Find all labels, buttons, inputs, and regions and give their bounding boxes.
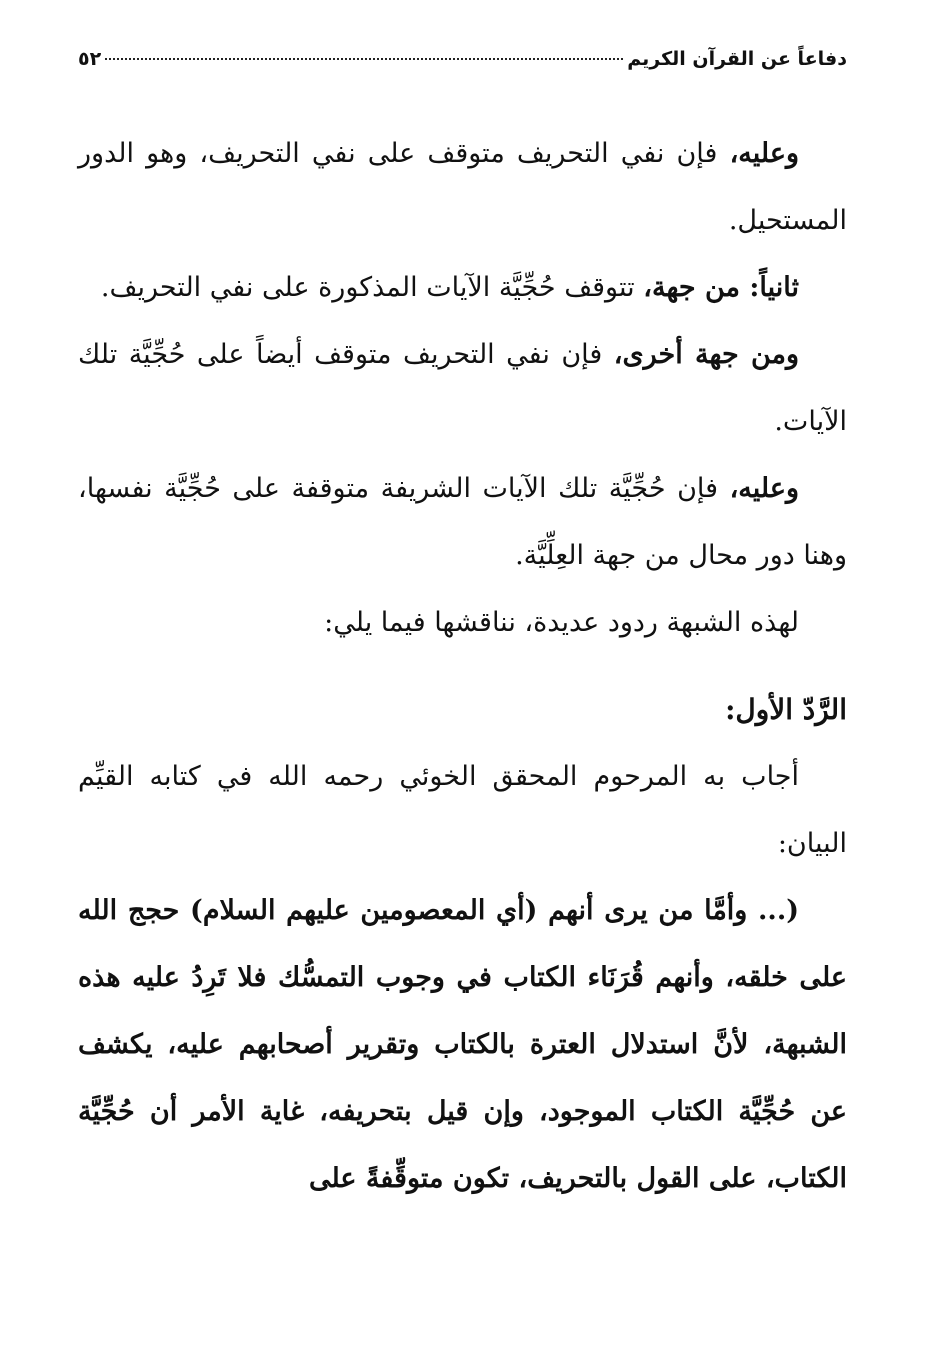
paragraph-3-lead: ومن جهة أخرى، (613, 339, 799, 370)
intro-paragraph: أجاب به المرحوم المحقق الخوئي رحمه الله في كتابه القيِّم البيان: (78, 761, 847, 859)
header-leader-dots (105, 58, 623, 60)
paragraph-2 (78, 254, 847, 321)
paragraph-1-lead: وعليه، (729, 138, 799, 169)
paragraph-5: لهذه الشبهة ردود عديدة، نناقشها فيما يلي: (324, 607, 799, 638)
paragraph-4-lead: وعليه، (729, 473, 799, 504)
quoted-passage: (... وأمَّا من يرى أنهم (أي المعصومين عليهم السلام) حجج الله على خلقه، وأنهم قُرَنَاء الكتاب في وجوب التمسُّك فلا تَرِدُ عليه هذه الشبهة، لأنَّ استدلال العترة بالكتاب وتقرير أصحابهم عليه، يكشف عن حُجِّيَّة الكتاب الموجود، وإن قيل بتحريفه، غاية الأمر أن حُجِّيَّة الكتاب، على القول بالتحريف، تكون متوقِّفةً على (78, 895, 847, 1194)
section-heading: الرَّدّ الأول: (725, 693, 847, 726)
paragraph-1 (78, 120, 847, 254)
page-header (78, 48, 847, 70)
paragraph-2-text: تتوقف حُجِّيَّة الآيات المذكورة على نفي التحريف. (100, 272, 644, 303)
page-number: ٥٢ (78, 48, 102, 70)
paragraph-4 (78, 455, 847, 589)
page-body (78, 120, 847, 1212)
paragraph-4-text: فإن حُجِّيَّة تلك الآيات الشريفة متوقفة على حُجِّيَّة نفسها، وهنا دور محال من جهة العِلِّيَّة. (78, 473, 847, 571)
paragraph-1-text: فإن نفي التحريف متوقف على نفي التحريف، وهو الدور المستحيل. (78, 138, 847, 236)
paragraph-3 (78, 321, 847, 455)
paragraph-3-text: فإن نفي التحريف متوقف أيضاً على حُجِّيَّة تلك الآيات. (78, 339, 847, 437)
running-book-title: دفاعاً عن القرآن الكريم (627, 48, 847, 70)
paragraph-2-lead: ثانياً: من جهة، (643, 272, 799, 303)
